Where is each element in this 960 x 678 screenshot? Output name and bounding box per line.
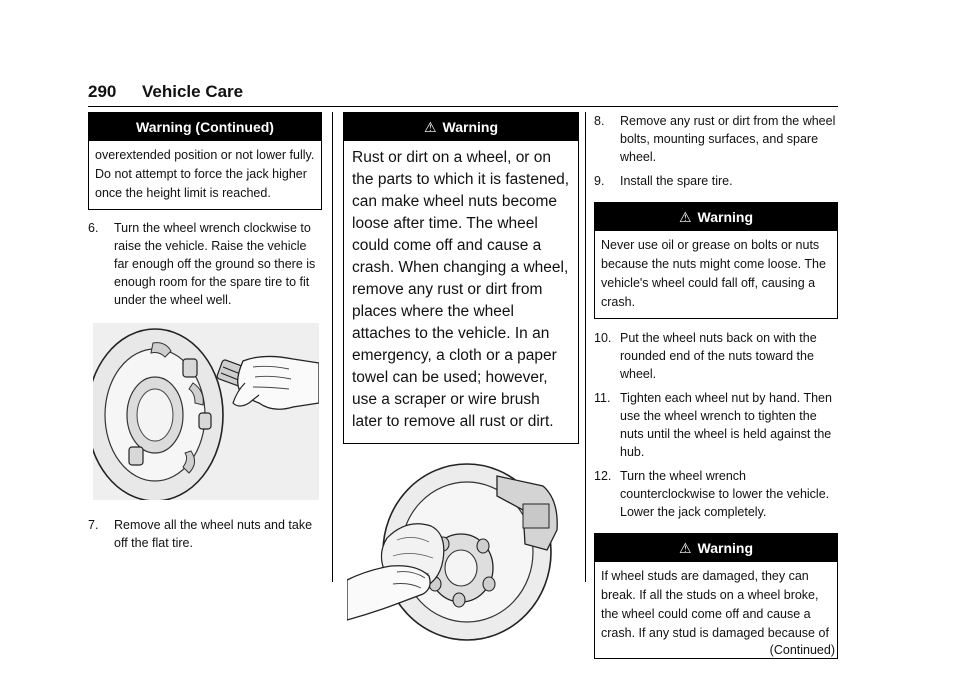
warning-title: Warning bbox=[697, 540, 754, 556]
step-text: Remove all the wheel nuts and take off the flat tire. bbox=[114, 518, 313, 550]
step-8 bbox=[594, 112, 838, 166]
step-7 bbox=[88, 516, 322, 552]
step-11 bbox=[594, 389, 838, 461]
warning-header bbox=[344, 113, 578, 141]
column-divider bbox=[585, 112, 586, 582]
step-number: 6. bbox=[88, 221, 99, 235]
warning-triangle-icon: ⚠ bbox=[678, 540, 692, 556]
warning-header bbox=[89, 113, 321, 141]
warning-text: overextended position or not lower fully. Do not attempt to force the jack higher once the height limit is reached. bbox=[95, 148, 315, 200]
warning-triangle-icon: ⚠ bbox=[678, 209, 692, 225]
step-text: Remove any rust or dirt from the wheel bolts, mounting surfaces, and spare wheel. bbox=[620, 114, 836, 164]
wheel-nut-removal-illustration bbox=[93, 323, 319, 500]
step-9 bbox=[594, 172, 838, 190]
warning-title: Warning bbox=[697, 209, 754, 225]
warning-text: If wheel studs are damaged, they can break. If all the studs on a wheel broke, the wheel could come off and cause a crash. If any stud is damaged because of bbox=[601, 569, 829, 640]
column-middle bbox=[343, 112, 579, 646]
warning-box-studs bbox=[594, 533, 838, 659]
page-header bbox=[88, 82, 838, 107]
warning-text: Never use oil or grease on bolts or nuts because the nuts might come loose. The vehicle's wheel could fall off, causing a crash. bbox=[601, 238, 826, 309]
step-number: 9. bbox=[594, 174, 605, 188]
step-number: 12. bbox=[594, 469, 612, 483]
warning-text: Rust or dirt on a wheel, or on the parts to which it is fastened, can make wheel nuts become loose after time. The wheel could come off and cause a crash. When changing a wheel, remove any rust or dirt from places where the wheel attaches to the vehicle. In an emergency, a cloth or a paper towel can be used; however, use a scraper or wire brush later to remove all rust or dirt. bbox=[352, 149, 570, 430]
step-12 bbox=[594, 467, 838, 521]
warning-box-rust bbox=[343, 112, 579, 444]
step-number: 10. bbox=[594, 331, 612, 345]
warning-header bbox=[595, 203, 837, 231]
step-number: 8. bbox=[594, 114, 605, 128]
column-left bbox=[88, 112, 322, 552]
warning-box-continued bbox=[88, 112, 322, 210]
step-number: 7. bbox=[88, 518, 99, 532]
warning-box-grease bbox=[594, 202, 838, 319]
column-divider bbox=[332, 112, 333, 582]
warning-triangle-icon: ⚠ bbox=[423, 119, 437, 135]
step-text: Turn the wheel wrench counterclockwise to lower the vehicle. Lower the jack completely. bbox=[620, 469, 830, 519]
step-text: Install the spare tire. bbox=[620, 174, 733, 188]
column-right bbox=[594, 112, 838, 659]
page-number: 290 bbox=[88, 82, 117, 101]
warning-title: Warning (Continued) bbox=[136, 119, 274, 135]
step-10 bbox=[594, 329, 838, 383]
wheel-nut-removal-drawing bbox=[93, 323, 319, 500]
hub-cleaning-illustration bbox=[347, 460, 575, 646]
section-title: Vehicle Care bbox=[142, 82, 244, 101]
hub-cleaning-drawing bbox=[347, 460, 575, 646]
warning-header bbox=[595, 534, 837, 562]
step-6 bbox=[88, 219, 322, 309]
step-number: 11. bbox=[594, 391, 611, 405]
continued-label: (Continued) bbox=[769, 643, 835, 657]
step-text: Put the wheel nuts back on with the rounded end of the nuts toward the wheel. bbox=[620, 331, 817, 381]
step-text: Turn the wheel wrench clockwise to raise the vehicle. Raise the vehicle far enough off the ground so there is enough room for the spare tire to fit under the wheel well. bbox=[114, 221, 316, 307]
step-text: Tighten each wheel nut by hand. Then use the wheel wrench to tighten the nuts until the wheel is held against the hub. bbox=[620, 391, 832, 459]
warning-title: Warning bbox=[442, 119, 499, 135]
